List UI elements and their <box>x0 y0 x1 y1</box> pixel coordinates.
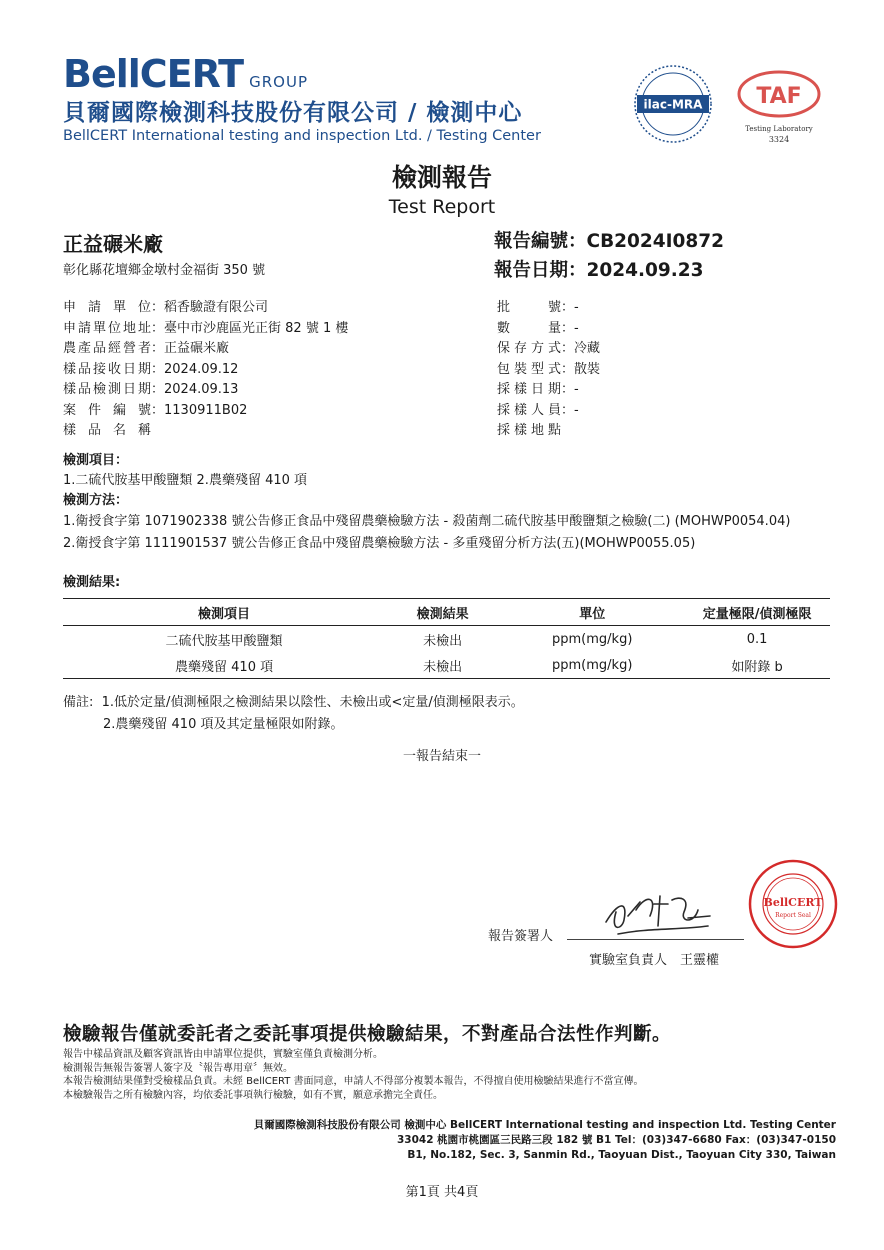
info-value: 散裝 <box>574 361 601 377</box>
end-of-report: 一報告結束一 <box>402 749 481 764</box>
info-row: 採樣日期 ： - <box>497 380 600 401</box>
column-header: 檢測項目 <box>63 599 385 626</box>
taf-text: TAF <box>756 84 802 109</box>
table-header-row <box>63 599 830 626</box>
client-address: 彰化縣花壇鄉金墩村金福街 350 號 <box>63 263 266 278</box>
disclaimer-text <box>63 1048 644 1102</box>
info-label: 申請單位地址 <box>63 320 151 336</box>
notes <box>63 692 524 736</box>
info-label: 案件編號 <box>63 402 151 418</box>
table-cell: 未檢出 <box>423 633 463 649</box>
page-indicator: 第1頁 共4頁 <box>405 1185 479 1200</box>
results-heading: 檢測結果: <box>63 575 121 590</box>
client-name: 正益碾米廠 <box>63 232 163 256</box>
table-cell: ppm(mg/kg) <box>500 652 684 679</box>
info-label: 包裝型式 <box>497 361 561 377</box>
info-row: 採樣人員 ： - <box>497 401 600 422</box>
seal-text: BellCERT <box>763 896 823 909</box>
test-method-line: 1.衛授食字第 1071902338 號公告修正食品中殘留農藥檢驗方法 - 殺菌劑二硫代胺基甲酸鹽類之檢驗(二) (MOHWP0054.04) <box>63 514 791 529</box>
report-seal-stamp <box>747 858 839 950</box>
company-logo <box>63 52 308 96</box>
info-value: 2024.09.12 <box>164 361 239 377</box>
footer-line: 33042 桃園市桃園區三民路三段 182 號 B1 Tel：(03)347-6680 Fax：(03)347-0150 <box>396 1134 836 1146</box>
signature-line <box>567 939 744 940</box>
disclaimer-line: 本報告檢測結果僅對受檢樣品負責。未經 BellCERT 書面同意，申請人不得部分複製本報告，不得擅自使用檢驗結果進行不當宣傳。 <box>63 1076 644 1087</box>
company-name-zh: 貝爾國際檢測科技股份有限公司 / 檢測中心 <box>63 100 523 126</box>
info-row: 批號 ： - <box>497 298 600 319</box>
test-methods-heading: 檢測方法： <box>63 493 129 508</box>
info-value: - <box>574 320 579 336</box>
info-label: 樣品檢測日期 <box>63 382 151 397</box>
applicant-info <box>63 298 348 442</box>
disclaimer-line: 報告中樣品資訊及顧客資訊皆由申請單位提供，實驗室僅負責檢測分析。 <box>63 1049 383 1060</box>
taf-caption: Testing Laboratory <box>745 125 813 133</box>
info-value: - <box>574 382 579 397</box>
info-row: 農產品經營者 ： 正益碾米廠 <box>63 339 348 360</box>
table-row <box>63 652 830 679</box>
test-items-content: 1.二硫代胺基甲酸鹽類 2.農藥殘留 410 項 <box>63 473 308 488</box>
test-items-section <box>63 451 790 555</box>
info-row: 數量 ： - <box>497 319 600 340</box>
note-line: 1.低於定量/偵測極限之檢測結果以陰性、未檢出或<定量/偵測極限表示。 <box>101 695 524 710</box>
results-table <box>63 598 830 679</box>
ilac-mra-logo <box>631 62 715 146</box>
report-title-en: Test Report <box>388 196 496 218</box>
info-label: 採樣人員 <box>497 402 561 418</box>
info-label: 數量 <box>497 320 561 336</box>
table-row <box>63 626 830 653</box>
table-cell: 二硫代胺基甲酸鹽類 <box>165 633 283 649</box>
taf-number: 3324 <box>768 135 790 144</box>
test-method-line: 2.衛授食字第 1111901537 號公告修正食品中殘留農藥檢驗方法 - 多重殘留分析方法(五)(MOHWP0055.05) <box>63 536 696 551</box>
company-name-en: BellCERT International testing and inspection Ltd. / Testing Center <box>63 128 541 144</box>
column-header: 檢測結果 <box>385 599 500 626</box>
info-label: 樣品接收日期 <box>63 361 151 377</box>
info-value: 稻香驗證有限公司 <box>164 300 269 315</box>
logo-brand: BellCERT <box>63 52 244 96</box>
info-label: 採樣地點 <box>497 423 561 438</box>
disclaimer-line: 本檢驗報告之所有檢驗內容，均依委託事項執行檢驗，如有不實，願意承擔完全責任。 <box>63 1089 443 1101</box>
notes-label: 備註: <box>63 695 94 710</box>
info-row: 樣品檢測日期 ： 2024.09.13 <box>63 380 348 401</box>
report-number: 報告編號：CB2024I0872 <box>494 231 725 252</box>
info-label: 批號 <box>497 300 561 315</box>
info-label: 申請單位 <box>63 300 151 315</box>
report-date: 報告日期：2024.09.23 <box>494 260 704 281</box>
table-cell: 農藥殘留 410 項 <box>63 652 385 679</box>
table-cell: 未檢出 <box>385 652 500 679</box>
note-line: 2.農藥殘留 410 項及其定量極限如附錄。 <box>103 717 344 732</box>
test-items-heading: 檢測項目： <box>63 453 129 468</box>
seal-subtext: Report Seal <box>775 912 811 919</box>
info-value: - <box>574 300 579 315</box>
info-label: 採樣日期 <box>497 382 561 397</box>
info-value: 1130911B02 <box>164 402 248 418</box>
info-value: 冷藏 <box>574 341 601 356</box>
disclaimer-line: 檢測報告無報告簽署人簽字及〝報告專用章〞無效。 <box>63 1062 293 1074</box>
info-label: 農產品經營者 <box>63 341 151 356</box>
lab-supervisor: 實驗室負責人 王靈權 <box>589 953 720 968</box>
sample-info <box>497 298 600 442</box>
info-row: 樣品接收日期 ： 2024.09.12 <box>63 360 348 381</box>
ilac-text: ilac-MRA <box>643 97 703 112</box>
info-row <box>63 421 348 442</box>
info-value: - <box>574 402 579 418</box>
footer-line: 貝爾國際檢測科技股份有限公司 檢測中心 BellCERT International testing and inspection Ltd. Testing Center <box>253 1119 836 1131</box>
footer-line: B1, No.182, Sec. 3, Sanmin Rd., Taoyuan Dist., Taoyuan City 330, Taiwan <box>407 1149 836 1161</box>
info-row: 保存方式 ： 冷藏 <box>497 339 600 360</box>
disclaimer-headline: 檢驗報告僅就委託者之委託事項提供檢驗結果，不對產品合法性作判斷。 <box>63 1024 672 1045</box>
signer-label: 報告簽署人 <box>488 929 554 944</box>
column-header: 定量極限/偵測極限 <box>684 599 830 626</box>
info-row: 包裝型式 ： 散裝 <box>497 360 600 381</box>
table-cell: 0.1 <box>746 631 768 647</box>
table-cell: ppm(mg/kg) <box>552 631 633 647</box>
taf-logo <box>733 68 825 148</box>
info-value: 2024.09.13 <box>164 382 239 397</box>
info-row: 申請單位 ： 稻香驗證有限公司 <box>63 298 348 319</box>
info-value: 正益碾米廠 <box>164 341 230 356</box>
info-row: 案件編號 ： 1130911B02 <box>63 401 348 422</box>
handwritten-signature <box>598 882 718 942</box>
info-row <box>497 421 600 442</box>
info-value: 臺中市沙鹿區光正街 82 號 1 樓 <box>164 320 349 336</box>
report-title-zh: 檢測報告 <box>391 163 492 192</box>
column-header: 單位 <box>500 599 684 626</box>
footer-address <box>254 1118 836 1163</box>
logo-group: GROUP <box>249 73 308 91</box>
info-row: 申請單位地址 ： 臺中市沙鹿區光正街 82 號 1 樓 <box>63 319 348 340</box>
info-label: 保存方式 <box>497 341 561 356</box>
info-label: 樣品名稱 <box>63 423 151 438</box>
table-cell: 如附錄 b <box>684 652 830 679</box>
